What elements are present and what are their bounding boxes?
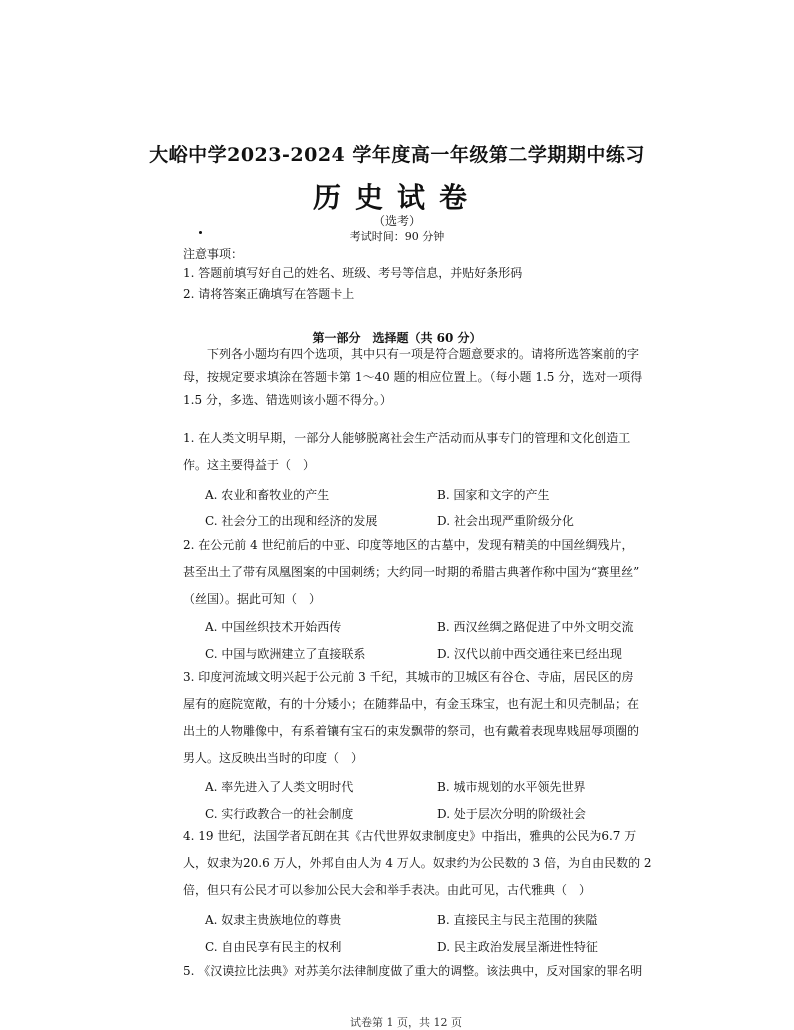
section-title: 第一部分 选择题（共 60 分） [312,331,482,345]
instruction-line: 下列各小题均有四个选项，其中只有一项是符合题意要求的。请将所选答案前的字 [183,347,640,361]
question-4-option-b: B. 直接民主与民主范围的狭隘 [437,913,598,927]
question-line: 倍，但只有公民才可以参加公民大会和举手表决。由此可见，古代雅典（ ） [183,883,592,897]
exam-subtitle: （选考） [372,214,421,228]
question-2-option-a: A. 中国丝织技术开始西传 [205,620,342,634]
question-3-stem [183,664,661,772]
instruction-line: 母，按规定要求填涂在答题卡第 1～40 题的相应位置上。（每小题 1.5 分，选对一项得 [183,370,643,384]
school-exam-title: 大峪中学2023-2024 学年度高一年级第二学期期中练习 [149,144,645,166]
question-3-option-a: A. 率先进入了人类文明时代 [205,780,354,794]
question-3-option-b: B. 城市规划的水平领先世界 [437,780,586,794]
question-line: 5. 《汉谟拉比法典》对苏美尔法律制度做了重大的调整。该法典中，反对国家的罪名明 [183,964,643,978]
subject-title: 历史试卷 [312,181,481,214]
question-4-option-d: D. 民主政治发展呈渐进性特征 [437,940,598,954]
question-1-stem [183,425,661,479]
notice-title: 注意事项： [183,247,244,261]
question-4-option-c: C. 自由民享有民主的权利 [205,940,342,954]
question-1-option-a: A. 农业和畜牧业的产生 [205,488,330,502]
question-line: （丝国）。据此可知（ ） [183,592,322,606]
question-line: 1. 在人类文明早期，一部分人能够脱离社会生产活动而从事专门的管理和文化创造工 [183,431,631,445]
notice-item: 2. 请将答案正确填写在答题卡上 [183,287,355,301]
question-5-stem [183,958,661,985]
question-2-option-b: B. 西汉丝绸之路促进了中外文明交流 [437,620,634,634]
page-footer: 试卷第 1 页，共 12 页 [350,1016,462,1029]
notice-item: 1. 答题前填写好自己的姓名、班级、考号等信息，并贴好条形码 [183,266,523,280]
question-line: 作。这主要得益于（ ） [183,458,316,472]
question-line: 4. 19 世纪，法国学者瓦朗在其《古代世界奴隶制度史》中指出，雅典的公民为6.7 万 [183,829,637,843]
question-4-option-a: A. 奴隶主贵族地位的尊贵 [205,913,342,927]
question-line: 2. 在公元前 4 世纪前后的中亚、印度等地区的古墓中，发现有精美的中国丝绸残片， [183,538,634,552]
exam-time: 考试时间：90 分钟 [349,230,445,243]
question-line: 屋有的庭院宽敞，有的十分矮小；在随葬品中，有金玉珠宝，也有泥土和贝壳制品；在 [183,697,640,711]
question-line: 出土的人物雕像中，有系着镶有宝石的束发飘带的祭司，也有戴着表现卑贱屈辱项圈的 [183,724,640,738]
question-2-option-c: C. 中国与欧洲建立了直接联系 [205,647,366,661]
question-line: 人，奴隶为20.6 万人，外邦自由人为 4 万人。奴隶约为公民数的 3 倍，为自由民数的 2 [183,856,652,870]
question-4-stem [183,823,661,904]
question-2-stem [183,532,661,613]
question-line: 甚至出土了带有凤凰图案的中国刺绣；大约同一时期的希腊古典著作称中国为“赛里丝” [183,565,640,579]
question-1-option-c: C. 社会分工的出现和经济的发展 [205,514,378,528]
question-2-option-d: D. 汉代以前中西交通往来已经出现 [437,647,622,661]
section-instructions [183,343,658,412]
question-line: 3. 印度河流域文明兴起于公元前 3 千纪，其城市的卫城区有谷仓、寺庙，居民区的房 [183,670,634,684]
instruction-line: 1.5 分，多选、错选则该小题不得分。） [183,393,392,407]
question-line: 男人。这反映出当时的印度（ ） [183,751,364,765]
question-3-option-d: D. 处于层次分明的阶级社会 [437,807,586,821]
question-3-option-c: C. 实行政教合一的社会制度 [205,807,354,821]
question-1-option-b: B. 国家和文字的产生 [437,488,550,502]
question-1-option-d: D. 社会出现严重阶级分化 [437,514,574,528]
